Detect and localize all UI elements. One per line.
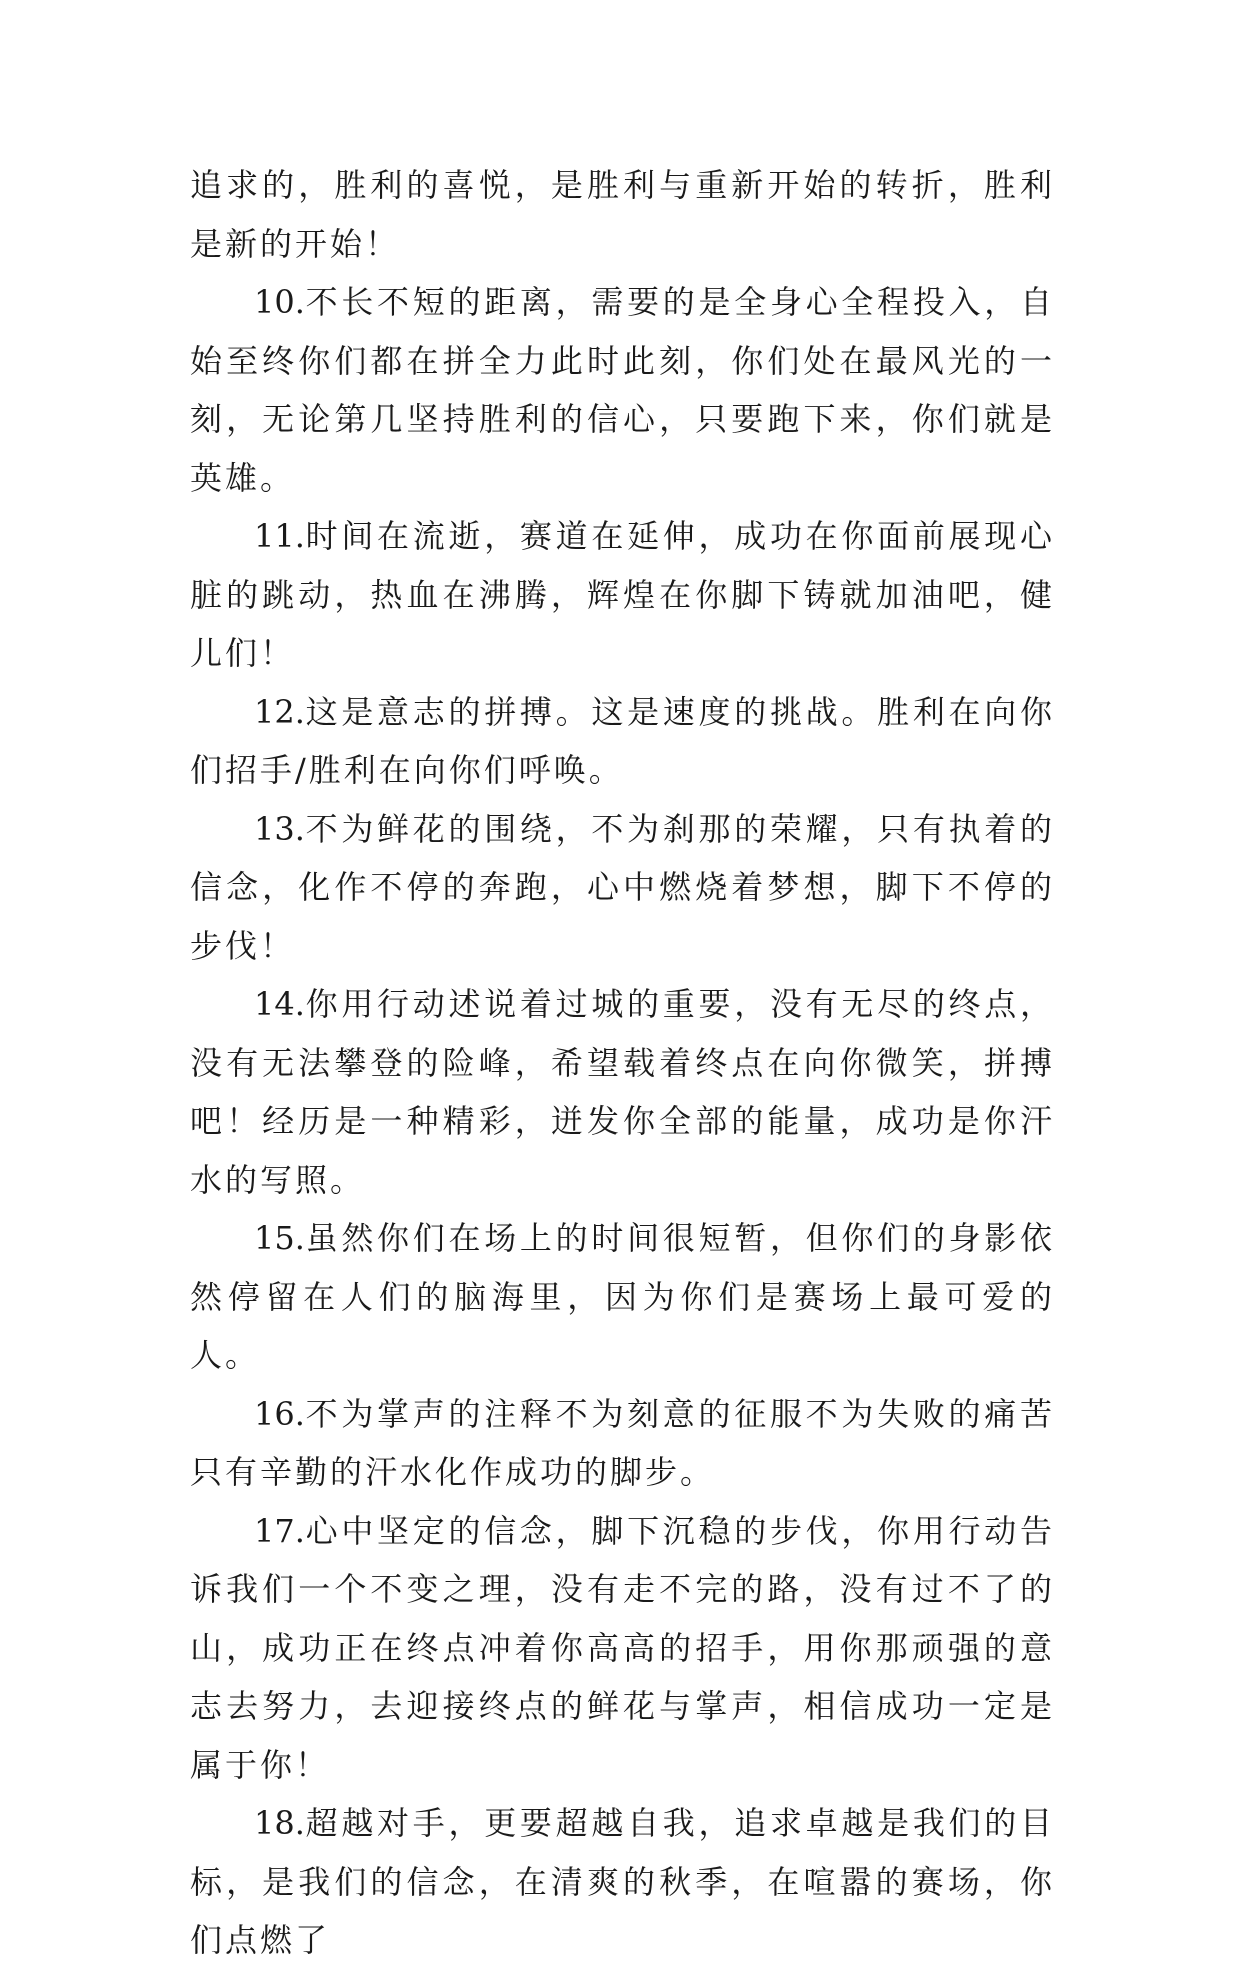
paragraph-continuation [190, 156, 1055, 273]
paragraph-number: 11. [254, 517, 305, 555]
paragraph-text: 不长不短的距离，需要的是全身心全程投入，自始至终你们都在拼全力此时此刻，你们处在最风光的一刻，无论第几坚持胜利的信心，只要跑下来，你们就是英雄。 [190, 283, 1055, 497]
paragraph-text: 不为掌声的注释不为刻意的征服不为失败的痛苦只有辛勤的汗水化作成功的脚步。 [190, 1394, 1055, 1491]
paragraph-number: 14. [254, 985, 305, 1023]
paragraph-text: 心中坚定的信念，脚下沉稳的步伐，你用行动告诉我们一个不变之理，没有走不完的路，没有过不了的山，成功正在终点冲着你高高的招手，用你那顽强的意志去努力，去迎接终点的鲜花与掌声，相信成功一定是属于你！ [190, 1511, 1055, 1784]
paragraph-15 [190, 1209, 1055, 1385]
paragraph-10 [190, 273, 1055, 507]
document-body [190, 156, 1055, 1970]
paragraph-text: 时间在流逝，赛道在延伸，成功在你面前展现心脏的跳动，热血在沸腾，辉煌在你脚下铸就加油吧，健儿们！ [190, 517, 1055, 672]
paragraph-text: 虽然你们在场上的时间很短暂，但你们的身影依然停留在人们的脑海里，因为你们是赛场上最可爱的人。 [190, 1219, 1055, 1374]
paragraph-17 [190, 1502, 1055, 1795]
paragraph-11 [190, 507, 1055, 683]
paragraph-text: 追求的，胜利的喜悦，是胜利与重新开始的转折，胜利是新的开始！ [190, 166, 1055, 263]
paragraph-18 [190, 1794, 1055, 1970]
paragraph-number: 15. [254, 1219, 305, 1257]
paragraph-text: 超越对手，更要超越自我，追求卓越是我们的目标，是我们的信念，在清爽的秋季，在喧嚣的赛场，你们点燃了 [190, 1804, 1055, 1959]
paragraph-14 [190, 975, 1055, 1209]
paragraph-text: 这是意志的拼搏。这是速度的挑战。胜利在向你们招手/胜利在向你们呼唤。 [190, 692, 1055, 789]
paragraph-number: 16. [254, 1394, 305, 1433]
paragraph-number: 18. [254, 1804, 305, 1842]
paragraph-16 [190, 1385, 1055, 1502]
paragraph-number: 13. [254, 809, 305, 848]
paragraph-12 [190, 683, 1055, 800]
paragraph-number: 17. [254, 1511, 305, 1550]
paragraph-number: 10. [254, 283, 305, 321]
paragraph-text: 你用行动述说着过城的重要，没有无尽的终点，没有无法攀登的险峰，希望载着终点在向你微笑，拼搏吧！经历是一种精彩，迸发你全部的能量，成功是你汗水的写照。 [190, 985, 1055, 1199]
paragraph-text: 不为鲜花的围绕，不为刹那的荣耀，只有执着的信念，化作不停的奔跑，心中燃烧着梦想，脚下不停的步伐！ [190, 809, 1055, 965]
paragraph-number: 12. [254, 692, 305, 731]
paragraph-13 [190, 800, 1055, 976]
